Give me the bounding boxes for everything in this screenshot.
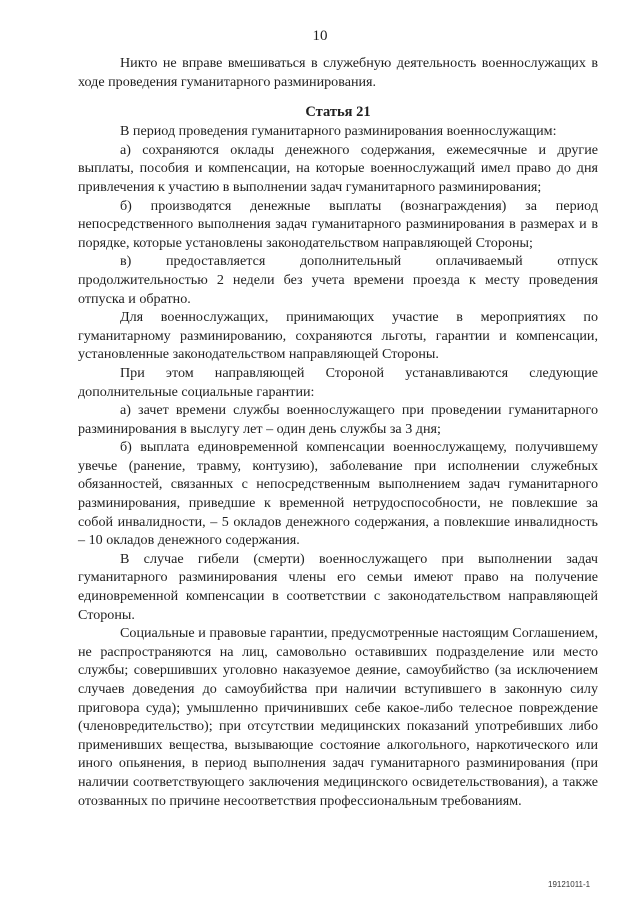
article-paragraph-intro: В период проведения гуманитарного разминирования военнослужащим: bbox=[120, 123, 557, 140]
article-paragraph-b: б) производятся денежные выплаты (вознаграждения) за период непосредственного выполнения задач гуманитарного разминирования в размерах и в порядке, которые установлены законодательством направляющей Стороны; bbox=[78, 197, 598, 251]
article-paragraph-injury-compensation: б) выплата единовременной компенсации военнослужащему, получившему увечье (ранение, травму, контузию), заболевание при исполнении служебных обязанностей, связанных с непосредственным выполнением задач гуманитарного разминирования, приведшие к временной нетрудоспособности, не повлекшие за собой инвалидности, – 5 окладов денежного содержания, а повлекшие инвалидность – 10 окладов денежного содержания. bbox=[78, 439, 598, 549]
document-code: 19121011-1 bbox=[548, 880, 591, 889]
article-paragraph-exclusions: Социальные и правовые гарантии, предусмотренные настоящим Соглашением, не распространяются на лиц, самовольно оставивших подразделение или место службы; совершивших уголовно наказуемое деяние, самоубийство (за исключением случаев доведения до самоубийства при наличии вступившего в законную силу приговора суда); умышленно причинивших себе какое-либо телесное повреждение (членовредительство); при отсутствии медицинских показаний употребивших либо применивших вещества, вызывающие состояние алкогольного, наркотического или иного опьянения, в период выполнения задач гуманитарного разминирования (при наличии соответствующего заключения медицинского освидетельствования), а также отозванных по причине несоответствия профессиональным требованиям. bbox=[78, 625, 598, 809]
document-body bbox=[78, 54, 598, 810]
intro-paragraph: Никто не вправе вмешиваться в служебную деятельность военнослужащих в ходе проведения гуманитарного разминирования. bbox=[78, 55, 598, 90]
article-paragraph-a: а) сохраняются оклады денежного содержания, ежемесячные и другие выплаты, пособия и компенсации, на которые военнослужащий имел право до дня привлечения к участию в выполнении задач гуманитарного разминирования; bbox=[78, 141, 598, 195]
article-paragraph-death-compensation: В случае гибели (смерти) военнослужащего при выполнении задач гуманитарного разминирования члены его семьи имеют право на получение единовременной компенсации в соответствии с законодательством направляющей Стороны. bbox=[78, 550, 598, 623]
article-heading: Статья 21 bbox=[305, 104, 371, 121]
article-paragraph-service-credit: а) зачет времени службы военнослужащего при проведении гуманитарного разминирования в выслугу лет – один день службы за 3 дня; bbox=[78, 402, 598, 437]
article-paragraph-benefits: Для военнослужащих, принимающих участие в мероприятиях по гуманитарному разминированию, сохраняются льготы, гарантии и компенсации, установленные законодательством направляющей Стороны. bbox=[78, 309, 598, 363]
article-paragraph-additional-guarantees: При этом направляющей Стороной устанавливаются следующие дополнительные социальные гарантии: bbox=[78, 364, 598, 400]
page-number: 10 bbox=[312, 28, 328, 44]
article-paragraph-c: в) предоставляется дополнительный оплачиваемый отпуск продолжительностью 2 недели без учета времени проезда к месту проведения отпуска и обратно. bbox=[78, 253, 598, 307]
